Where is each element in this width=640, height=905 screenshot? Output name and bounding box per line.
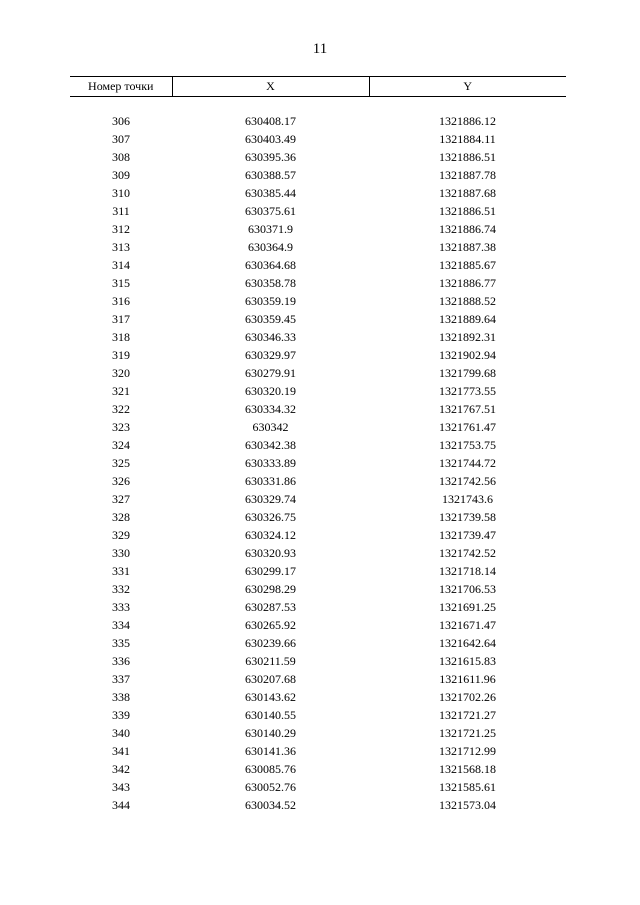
cell-y: 1321744.72 <box>439 456 496 470</box>
table-row <box>70 274 566 292</box>
cell-y: 1321886.51 <box>439 150 496 164</box>
cell-point-number: 339 <box>112 708 130 722</box>
table-row <box>70 796 566 814</box>
table-row <box>70 742 566 760</box>
cell-x: 630140.29 <box>245 726 296 740</box>
table-row <box>70 382 566 400</box>
cell-point-number: 313 <box>112 240 130 254</box>
table-row <box>70 346 566 364</box>
header-spacer <box>70 97 566 113</box>
cell-point-number: 329 <box>112 528 130 542</box>
header-y: Y <box>369 77 566 97</box>
cell-point-number: 307 <box>112 132 130 146</box>
table-row <box>70 220 566 238</box>
cell-point-number: 333 <box>112 600 130 614</box>
cell-y: 1321721.27 <box>439 708 496 722</box>
cell-x: 630385.44 <box>245 186 296 200</box>
cell-point-number: 324 <box>112 438 130 452</box>
table-row <box>70 490 566 508</box>
cell-x: 630403.49 <box>245 132 296 146</box>
cell-y: 1321767.51 <box>439 402 496 416</box>
cell-x: 630298.29 <box>245 582 296 596</box>
cell-point-number: 310 <box>112 186 130 200</box>
cell-point-number: 322 <box>112 402 130 416</box>
cell-point-number: 318 <box>112 330 130 344</box>
cell-point-number: 336 <box>112 654 130 668</box>
table-row <box>70 292 566 310</box>
cell-y: 1321886.77 <box>439 276 496 290</box>
cell-y: 1321611.96 <box>439 672 496 686</box>
cell-y: 1321615.83 <box>439 654 496 668</box>
cell-x: 630342.38 <box>245 438 296 452</box>
table-row <box>70 148 566 166</box>
table-row <box>70 544 566 562</box>
cell-y: 1321742.52 <box>439 546 496 560</box>
cell-x: 630375.61 <box>245 204 296 218</box>
table-row <box>70 778 566 796</box>
cell-point-number: 332 <box>112 582 130 596</box>
cell-point-number: 306 <box>112 114 130 128</box>
table-row <box>70 184 566 202</box>
cell-point-number: 334 <box>112 618 130 632</box>
cell-y: 1321642.64 <box>439 636 496 650</box>
cell-x: 630320.93 <box>245 546 296 560</box>
cell-x: 630211.59 <box>245 654 296 668</box>
cell-y: 1321773.55 <box>439 384 496 398</box>
cell-point-number: 340 <box>112 726 130 740</box>
table-row <box>70 652 566 670</box>
cell-x: 630329.74 <box>245 492 296 506</box>
cell-x: 630333.89 <box>245 456 296 470</box>
cell-point-number: 341 <box>112 744 130 758</box>
cell-x: 630388.57 <box>245 168 296 182</box>
cell-x: 630364.9 <box>248 240 293 254</box>
cell-x: 630395.36 <box>245 150 296 164</box>
cell-point-number: 312 <box>112 222 130 236</box>
table-row <box>70 256 566 274</box>
cell-x: 630329.97 <box>245 348 296 362</box>
cell-point-number: 308 <box>112 150 130 164</box>
cell-x: 630358.78 <box>245 276 296 290</box>
cell-point-number: 331 <box>112 564 130 578</box>
table-row <box>70 436 566 454</box>
cell-x: 630371.9 <box>248 222 293 236</box>
cell-point-number: 321 <box>112 384 130 398</box>
cell-y: 1321902.94 <box>439 348 496 362</box>
cell-x: 630287.53 <box>245 600 296 614</box>
table-row <box>70 472 566 490</box>
cell-x: 630364.68 <box>245 258 296 272</box>
table-row <box>70 400 566 418</box>
page-number: 11 <box>312 41 328 57</box>
cell-y: 1321892.31 <box>439 330 496 344</box>
cell-y: 1321886.12 <box>439 114 496 128</box>
table-row <box>70 202 566 220</box>
table-row <box>70 760 566 778</box>
header-point-number: Номер точки <box>70 77 172 97</box>
cell-y: 1321739.47 <box>439 528 496 542</box>
table-row <box>70 328 566 346</box>
table-row <box>70 454 566 472</box>
cell-y: 1321743.6 <box>442 492 493 506</box>
cell-y: 1321885.67 <box>439 258 496 272</box>
cell-x: 630359.45 <box>245 312 296 326</box>
cell-y: 1321702.26 <box>439 690 496 704</box>
cell-y: 1321887.68 <box>439 186 496 200</box>
cell-x: 630346.33 <box>245 330 296 344</box>
cell-y: 1321889.64 <box>439 312 496 326</box>
table-row <box>70 526 566 544</box>
cell-x: 630207.68 <box>245 672 296 686</box>
table-row <box>70 562 566 580</box>
cell-x: 630326.75 <box>245 510 296 524</box>
cell-y: 1321761.47 <box>439 420 496 434</box>
table-row <box>70 670 566 688</box>
table-header <box>70 77 566 97</box>
header-x: X <box>172 77 369 97</box>
cell-x: 630324.12 <box>245 528 296 542</box>
cell-point-number: 335 <box>112 636 130 650</box>
cell-x: 630334.32 <box>245 402 296 416</box>
cell-point-number: 338 <box>112 690 130 704</box>
table-row <box>70 166 566 184</box>
table-body <box>70 97 566 815</box>
cell-point-number: 317 <box>112 312 130 326</box>
cell-x: 630143.62 <box>245 690 296 704</box>
cell-x: 630359.19 <box>245 294 296 308</box>
cell-y: 1321886.74 <box>439 222 496 236</box>
cell-point-number: 325 <box>112 456 130 470</box>
cell-x: 630141.36 <box>245 744 296 758</box>
cell-y: 1321739.58 <box>439 510 496 524</box>
cell-x: 630239.66 <box>245 636 296 650</box>
cell-y: 1321887.78 <box>439 168 496 182</box>
cell-x: 630331.86 <box>245 474 296 488</box>
cell-x: 630320.19 <box>245 384 296 398</box>
cell-y: 1321753.75 <box>439 438 496 452</box>
table-row <box>70 364 566 382</box>
cell-point-number: 316 <box>112 294 130 308</box>
cell-point-number: 314 <box>112 258 130 272</box>
cell-y: 1321742.56 <box>439 474 496 488</box>
cell-y: 1321887.38 <box>439 240 496 254</box>
cell-x: 630085.76 <box>245 762 296 776</box>
table-row <box>70 706 566 724</box>
cell-y: 1321573.04 <box>439 798 496 812</box>
cell-x: 630034.52 <box>245 798 296 812</box>
cell-point-number: 315 <box>112 276 130 290</box>
table-row <box>70 130 566 148</box>
cell-y: 1321799.68 <box>439 366 496 380</box>
cell-point-number: 311 <box>112 204 130 218</box>
table-row <box>70 580 566 598</box>
cell-y: 1321706.53 <box>439 582 496 596</box>
table-row <box>70 616 566 634</box>
table-row <box>70 508 566 526</box>
cell-point-number: 326 <box>112 474 130 488</box>
coordinates-table <box>70 76 566 814</box>
table-row <box>70 238 566 256</box>
cell-point-number: 309 <box>112 168 130 182</box>
cell-x: 630140.55 <box>245 708 296 722</box>
cell-point-number: 319 <box>112 348 130 362</box>
cell-point-number: 337 <box>112 672 130 686</box>
table-row <box>70 310 566 328</box>
cell-y: 1321712.99 <box>439 744 496 758</box>
cell-y: 1321691.25 <box>439 600 496 614</box>
table-row <box>70 724 566 742</box>
cell-point-number: 320 <box>112 366 130 380</box>
cell-x: 630052.76 <box>245 780 296 794</box>
cell-point-number: 323 <box>112 420 130 434</box>
cell-y: 1321568.18 <box>439 762 496 776</box>
cell-y: 1321888.52 <box>439 294 496 308</box>
cell-point-number: 330 <box>112 546 130 560</box>
cell-x: 630279.91 <box>245 366 296 380</box>
cell-x: 630408.17 <box>245 114 296 128</box>
table-row <box>70 634 566 652</box>
cell-y: 1321721.25 <box>439 726 496 740</box>
table-row <box>70 418 566 436</box>
cell-y: 1321884.11 <box>439 132 496 146</box>
cell-point-number: 342 <box>112 762 130 776</box>
cell-y: 1321671.47 <box>439 618 496 632</box>
cell-point-number: 344 <box>112 798 130 812</box>
table-row <box>70 598 566 616</box>
cell-x: 630265.92 <box>245 618 296 632</box>
cell-x: 630342 <box>252 420 289 434</box>
cell-point-number: 328 <box>112 510 130 524</box>
table-row <box>70 112 566 130</box>
cell-y: 1321585.61 <box>439 780 496 794</box>
cell-x: 630299.17 <box>245 564 296 578</box>
cell-y: 1321886.51 <box>439 204 496 218</box>
table-row <box>70 688 566 706</box>
cell-point-number: 327 <box>112 492 130 506</box>
cell-point-number: 343 <box>112 780 130 794</box>
cell-y: 1321718.14 <box>439 564 496 578</box>
